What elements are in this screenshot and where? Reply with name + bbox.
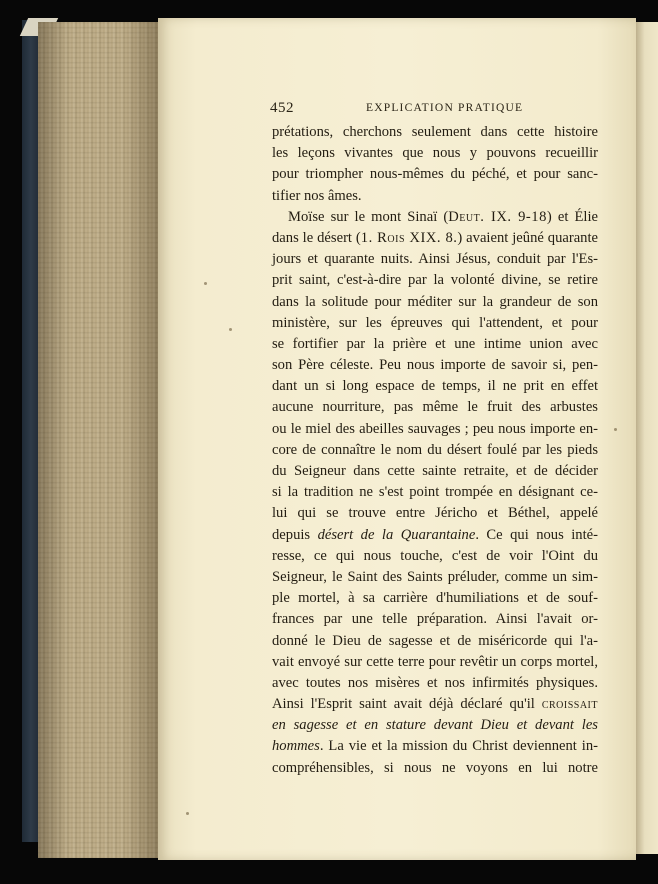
text-line: aucune nourriture, pas même le fruit des arbustes <box>272 399 598 416</box>
text-segment: ) avaient jeûné quarante <box>457 229 599 246</box>
page-header <box>270 100 598 120</box>
text-line: lui qui se trouve entre Jéricho et Béthel, appelé <box>272 505 598 522</box>
text-line: resse, ce qui nous touche, c'est de voir l'Oint du <box>272 547 598 564</box>
text-segment: Moïse sur le mont Sinaï ( <box>288 208 449 225</box>
foxing-spot <box>204 282 207 285</box>
text-line-italic: en sagesse et en stature devant Dieu et devant les <box>272 717 598 734</box>
text-line: ministère, sur les épreuves qui l'attendent, et pour <box>272 314 598 331</box>
text-line: ple mortel, à sa carrière d'humiliations et de souf- <box>272 590 598 607</box>
text-line: frances par une telle préparation. Ainsi l'avait or- <box>272 611 598 628</box>
italic-term: désert de la Quarantaine <box>317 526 476 543</box>
foxing-spot <box>614 428 617 431</box>
page-number: 452 <box>270 100 294 116</box>
text-line: les leçons vivantes que nous y pouvons recueillir <box>272 145 598 162</box>
emphasis-smallcaps: croissait <box>541 696 598 713</box>
text-segment: dans le désert ( <box>272 229 361 246</box>
text-segment: . La vie et la mission du Christ deviennent in- <box>319 738 598 755</box>
text-line: compréhensibles, si nous ne voyons en lui notre <box>272 759 598 776</box>
foxing-spot <box>229 328 232 331</box>
text-line <box>272 207 598 228</box>
text-line: se fortifier par la prière et une intime union avec <box>272 335 598 352</box>
text-line: si la tradition ne s'est point trompée en désignant ce- <box>272 484 598 501</box>
text-line: son Père céleste. Peu nous importe de savoir si, pen- <box>272 357 598 374</box>
text-segment: depuis <box>272 526 318 543</box>
text-line: jours et quarante nuits. Ainsi Jésus, conduit par l'Es- <box>272 251 598 268</box>
text-line: dans la solitude pour méditer sur la grandeur de son <box>272 293 598 310</box>
text-line: prit saint, c'est-à-dire par la volonté divine, se retire <box>272 272 598 289</box>
text-line: pour triompher nous-mêmes du péché, et pour sanc- <box>272 166 598 183</box>
text-line: vait envoyé sur cette terre pour revêtir un corps mortel, <box>272 653 598 670</box>
text-line: prétations, cherchons seulement dans cette histoire <box>272 124 598 140</box>
foxing-spot <box>186 812 189 815</box>
scripture-reference: 1. Rois XIX. 8. <box>360 229 458 246</box>
text-line <box>272 228 598 249</box>
text-segment: Ainsi l'Esprit saint avait déjà déclaré qu'il <box>272 696 542 713</box>
text-line: dant un si long espace de temps, il ne prit en effet <box>272 378 598 395</box>
text-line: avec toutes nos misères et nos infirmités physiques. <box>272 674 598 691</box>
text-line: Seigneur, le Saint des Saints préluder, comme un sim- <box>272 568 598 585</box>
page-stack-shadow <box>38 22 160 858</box>
text-line: donné le Dieu de sagesse et de miséricorde qui l'a- <box>272 632 598 649</box>
text-line: core de connaître le nom du désert foulé par les pieds <box>272 441 598 458</box>
running-head: EXPLICATION PRATIQUE <box>366 102 524 114</box>
text-line <box>272 525 598 546</box>
text-line: ou le miel des abeilles sauvages ; peu nous importe en- <box>272 420 598 437</box>
text-line <box>272 694 598 715</box>
italic-term: hommes <box>272 738 320 755</box>
scripture-reference: Deut. IX. 9-18 <box>448 208 547 225</box>
text-segment: ) et Élie <box>546 208 598 225</box>
body-text <box>272 122 598 779</box>
text-segment: . Ce qui nous inté- <box>475 526 598 543</box>
text-line <box>272 736 598 757</box>
facing-page-edge <box>636 22 658 854</box>
text-line: tifier nos âmes. <box>272 187 362 204</box>
text-line: du Seigneur dans cette sainte retraite, et de décider <box>272 463 598 479</box>
